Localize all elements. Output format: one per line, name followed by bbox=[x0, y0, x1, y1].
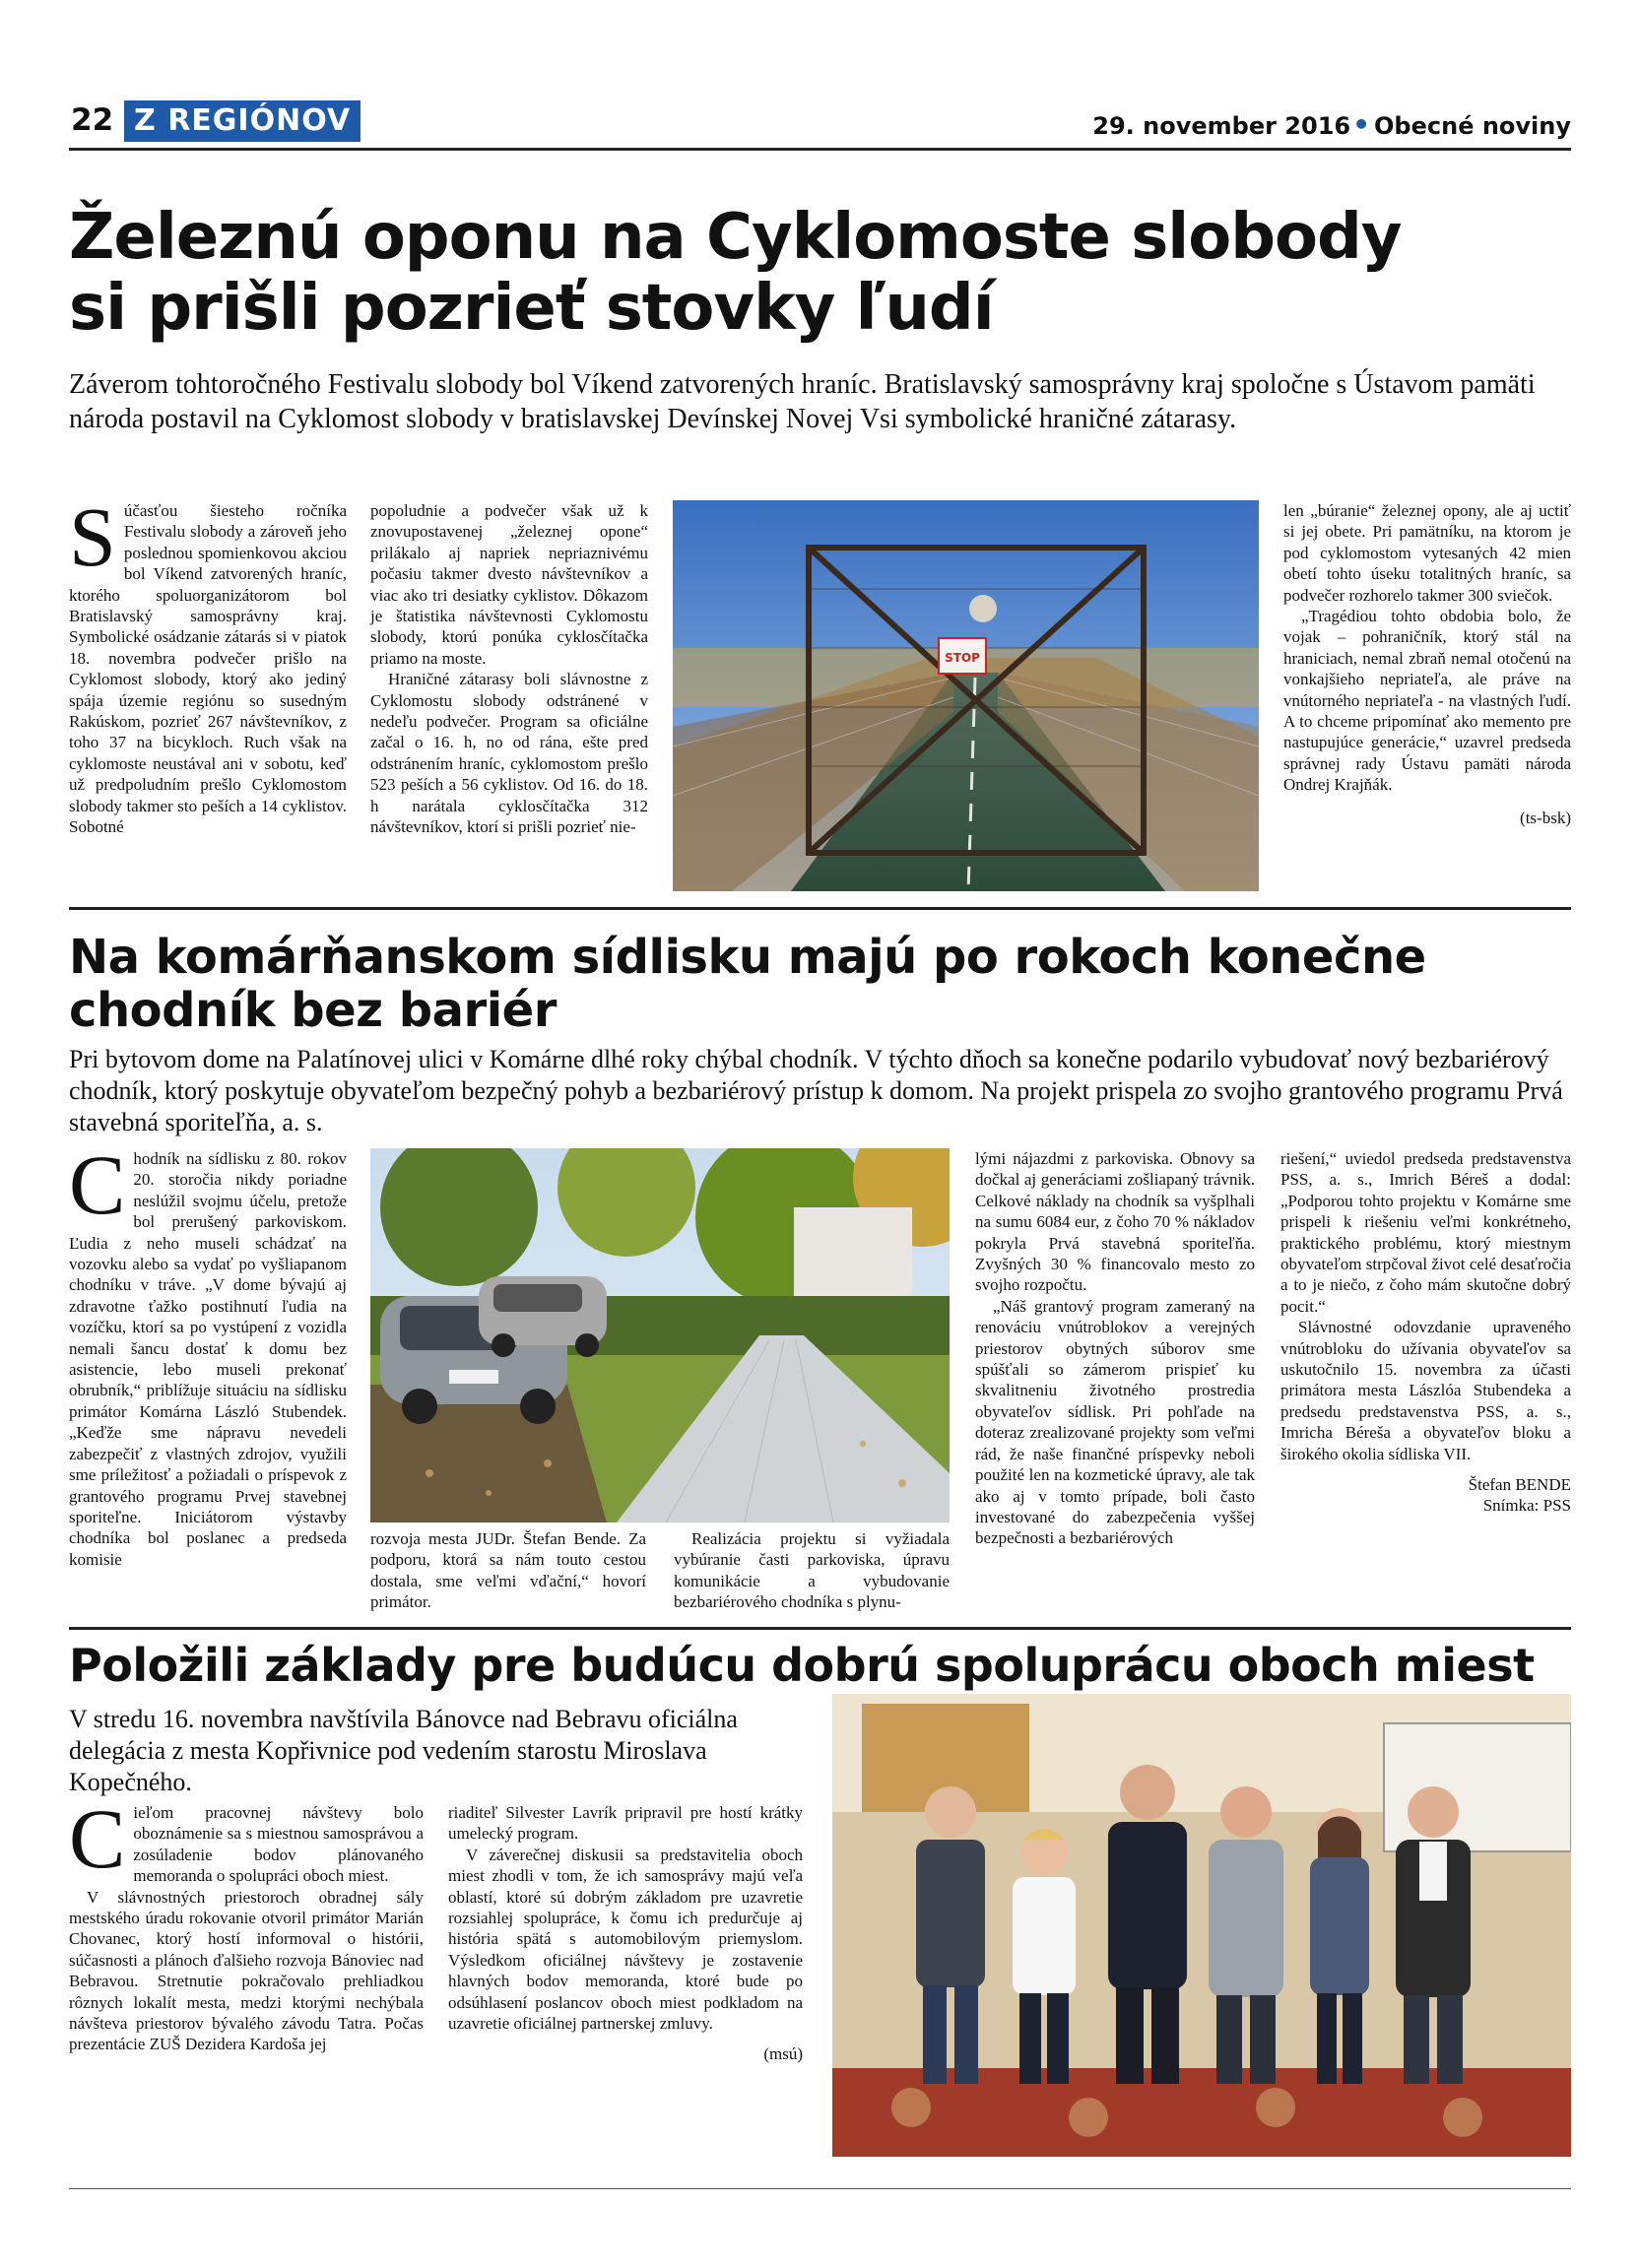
article2-column-5 bbox=[1280, 1148, 1571, 1516]
article1-byline: (ts-bsk) bbox=[1520, 808, 1571, 827]
sidewalk-photo bbox=[370, 1148, 950, 1523]
article2-col5-p1: riešení,“ uviedol predseda predstavenstva PSS, a. s., Imrich Béreš a dodal: „Podporou tohto projektu v Komárne sme prispeli k riešeniu veľmi konkrétneho, praktického problému, ktorý miestnym obyvateľom strpčoval život celé desaťročia a to je niečo, z čoho mám skutočne dobrý pocit.“ bbox=[1280, 1149, 1571, 1316]
footer-rule bbox=[69, 2188, 1571, 2189]
article1-lead: Záverom tohtoročného Festivalu slobody bol Víkend zatvorených hraníc. Bratislavský samosprávny kraj spoločne s Ústavom pamäti národa postavil na Cyklomost slobody v bratislavskej Devínskej Novej Vsi symbolické hraničné zátarasy. bbox=[69, 369, 1536, 434]
article2-col4-p2: „Náš grantový program zameraný na renováciu vnútroblokov a verejných priestorov obytných súborov sme spúšťali so zámerom prispieť ku skvalitneniu životného prostredia obyvateľov sídlisk. Pri pohľade na doteraz zrealizované projekty som veľmi rád, že naše finančné príspevky neboli použité len na kozmetické úpravy, ale tak ako aj v tomto prípade, boli často investované do zabezpečenia vyššej bezpečnosti a bezbariérových bbox=[975, 1296, 1255, 1548]
article1-col2-p1: popoludnie a podvečer však už k znovupostavenej „železnej opone“ prilákalo aj napriek nepriaznivému počasiu takmer dvesto návštevníkov a viac ako tri desiatky cyklistov. Dôkazom je štatistika návštevnosti Cyklomostu slobody, ktorú ponúka cyklosčítačka priamo na moste. bbox=[370, 501, 648, 668]
newspaper-name: Obecné noviny bbox=[1374, 112, 1571, 140]
article-divider-1 bbox=[69, 907, 1571, 910]
article2-byline-photo: Snímka: PSS bbox=[1482, 1496, 1571, 1516]
article2-col2-text: rozvoja mesta JUDr. Štefan Bende. Za podporu, ktorá sa nám touto cestou dostala, sme veľmi vďační,“ hovorí primátor. bbox=[370, 1529, 646, 1612]
article3-col1-p2: V slávnostných priestoroch obradnej sály mestského úradu rokovanie otvoril primátor Marián Chovanec, ktorý hostí informoval o histórii, súčasnosti a plánoch ďalšieho rozvoja Bánoviec nad Bebravou. Stretnutie pokračovalo prehliadkou rôznych lokalít mesta, medzi ktorými nechýbala návšteva priestorov bývalého závodu Tatra. Počas prezentácie ZUŠ Dezidera Kardoša jej bbox=[69, 1887, 424, 2054]
article2-column-4 bbox=[975, 1148, 1255, 1549]
issue-date: 29. november 2016 bbox=[1092, 112, 1351, 140]
article2-dropcap: C bbox=[69, 1137, 126, 1232]
article2-column-2 bbox=[370, 1528, 646, 1613]
delegation-group-photo bbox=[832, 1694, 1571, 2157]
bullet-icon: • bbox=[1352, 108, 1371, 141]
article2-headline-line1: Na komárňanskom sídlisku majú po rokoch konečne bbox=[69, 930, 1426, 985]
article3-column-2 bbox=[448, 1802, 803, 2064]
article1-col2-p2: Hraničné zátarasy boli slávnostne z Cyklomostu slobody odstránené v nedeľu podvečer. Program sa oficiálne začal o 16. h, no od rána, ešte pred odstránením hraníc, cyklomostom prešlo 523 peších a 56 cyklistov. Od 16. do 18. h narátala cyklosčítačka 312 návštevníkov, ktorí si prišli pozrieť nie- bbox=[370, 670, 648, 837]
article1-headline-line2: si prišli pozrieť stovky ľudí bbox=[69, 272, 994, 345]
article2-column-1 bbox=[69, 1137, 347, 1570]
article-divider-2 bbox=[69, 1627, 1571, 1630]
article3-column-1 bbox=[69, 1791, 424, 2055]
article2-lead: Pri bytovom dome na Palatínovej ulici v Komárne dlhé roky chýbal chodník. V týchto dňoch sa konečne podarilo vybudovať nový bezbariérový chodník, ktorý poskytuje obyvateľom bezpečný pohyb a bezbariérový prístup k domom. Na projekt prispela zo svojho grantového programu Prvá stavebná sporiteľňa, a. s. bbox=[69, 1045, 1563, 1136]
article3-byline: (msú) bbox=[763, 2044, 803, 2064]
page-number: 22 bbox=[71, 102, 114, 138]
article2-byline-author: Štefan BENDE bbox=[1468, 1475, 1571, 1495]
issue-info bbox=[1092, 108, 1571, 141]
section-badge: Z REGIÓNOV bbox=[124, 100, 361, 142]
article2-col1-text: hodník na sídlisku z 80. rokov 20. storočia nikdy poriadne neslúžil svojmu účelu, pretože bol prerušený parkoviskom. Ľudia z neho museli schádzať na vozovku alebo sa vydať po vyšliapanom chodníku v tráve. „V dome bývajú aj zdravotne ťažko postihnutí ľudia na vozíčku, ktorí sa po vystúpení z vozidla nemali šancu dostať k domu bez asistencie, lebo museli prekonať obrubník,“ priblížuje situáciu na sídlisku primátor Komárna László Stubendek. „Keďže sme nápravu nevedeli zabezpečiť z vlastných zdrojov, využili sme príležitosť a požiadali o príspevok z grantového programu Prvej stavebnej sporiteľne. Iniciátorom výstavby chodníka bol poslanec a predseda komisie bbox=[69, 1149, 347, 1569]
article1-headline-line1: Železnú oponu na Cyklomoste slobody bbox=[69, 201, 1402, 274]
article1-column-3 bbox=[1283, 500, 1571, 828]
article3-dropcap: C bbox=[69, 1791, 126, 1886]
article2-headline-line2: chodník bez bariér bbox=[69, 983, 557, 1038]
article1-col3-p2: „Tragédiou tohto obdobia bolo, že vojak – pohraničník, ktorý stál na hraniciach, nemal zbraň nemal otočenú na vonkajšieho nepriateľa, ale práve na vnútorného nepriateľa - na vlastných ľudí. A to chceme pripomínať ako memento pre nastupujúce generácie,“ uzavrel predseda správnej rady Ústavu pamäti národa Ondrej Krajňák. bbox=[1283, 607, 1571, 795]
article2-col5-p2: Slávnostné odovzdanie upraveného vnútrobloku do užívania obyvateľov sa uskutočnilo 15. novembra za účasti primátora mesta Lászlóa Stubendeka a predsedu predstavenstva PSS, a. s., Imricha Béreša a obyvateľov bloku a širokého okolia sídliska VII. bbox=[1280, 1318, 1571, 1463]
article2-col4-p1: lými nájazdmi z parkoviska. Obnovy sa dočkal aj generáciami zošliapaný trávnik. Celkové náklady na chodník sa vyšplhali na sumu 6084 eur, z čoho 70 % nákladov pokryla Prvá stavebná sporiteľňa. Zvyšných 30 % financovalo mesto zo svojho rozpočtu. bbox=[975, 1149, 1255, 1295]
article2-col3-text: Realizácia projektu si vyžiadala vybúranie časti parkoviska, úpravu komunikácie a vybudovanie bezbariérového chodníka s plynu- bbox=[674, 1529, 950, 1612]
article1-column-2 bbox=[370, 500, 648, 838]
header-rule bbox=[69, 148, 1571, 151]
article1-dropcap: S bbox=[69, 489, 116, 584]
article3-col2-p2: V záverečnej diskusii sa predstavitelia oboch miest zhodli v tom, že ich samosprávy majú veľa oblastí, ktoré sú dobrým základom pre uzavretie rozsiahlej spolupráce, k čomu ich predurčuje aj história spätá s automobilovým priemyslom. Výsledkom oficiálnej návštevy je zostavenie hlavných bodov memoranda, ktoré bude po odsúhlasení poslancov oboch miest podkladom na uzavretie oficiálnej partnerskej zmluvy. bbox=[448, 1845, 803, 2034]
article1-col3-p1: len „búranie“ železnej opony, ale aj uctiť si jej obete. Pri pamätníku, na ktorom je pod cyklomostom vytesaných 42 mien obetí tohto úseku totalitných hraníc, sa podvečer rozhorelo takmer 300 sviečok. bbox=[1283, 501, 1571, 605]
article3-lead: V stredu 16. novembra navštívila Bánovce nad Bebravu oficiálna delegácia z mesta Kopřivnice pod vedením starostu Miroslava Kopečného. bbox=[69, 1705, 738, 1796]
bridge-barrier-photo bbox=[673, 500, 1259, 891]
article1-col1-text: účasťou šiesteho ročníka Festivalu slobody a zároveň jeho poslednou spomienkovou akciou bol Víkend zatvorených hraníc, ktorého spoluorganizátorom bol Bratislavský samosprávny kraj. Symbolické osádzanie zátarás si v piatok 18. novembra podvečer prišlo na Cyklomost slobody, ktorý ako jediný spája územie regiónu so susedným Rakúskom, pozrieť 267 návštevníkov, z toho 37 na bicykloch. Ruch však na cyklomoste neustával ani v sobotu, keď už predpoludním prešlo Cyklomostom slobody takmer sto peších a 14 cyklistov. Sobotné bbox=[69, 501, 347, 837]
photo-stop-sign: STOP bbox=[945, 651, 980, 665]
article3-headline: Položili základy pre budúcu dobrú spoluprácu oboch miest bbox=[69, 1639, 1535, 1692]
article1-column-1 bbox=[69, 489, 347, 838]
article3-col1-p1: ieľom pracovnej návštevy bolo oboznámenie sa s miestnou samosprávou a zosúladenie bodov plánovaného memoranda o spolupráci oboch miest. bbox=[133, 1803, 424, 1886]
article2-column-3 bbox=[674, 1528, 950, 1613]
article3-col2-p1: riaditeľ Silvester Lavrík pripravil pre hostí krátky umelecký program. bbox=[448, 1803, 803, 1844]
